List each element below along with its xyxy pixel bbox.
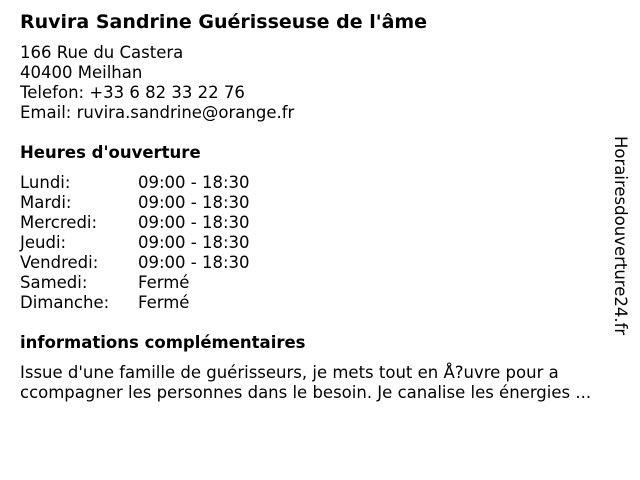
site-watermark — [612, 136, 634, 346]
time-value: 09:00 - 18:30 — [138, 253, 250, 272]
day-label: Mercredi: — [20, 213, 98, 232]
address-street: 166 Rue du Castera — [20, 43, 184, 62]
day-label: Samedi: — [20, 273, 88, 292]
business-card — [20, 10, 610, 403]
hours-row-monday — [20, 173, 610, 193]
hours-row-friday — [20, 253, 610, 273]
phone-number: Telefon: +33 6 82 33 22 76 — [20, 83, 245, 102]
description-line: Issue d'une famille de guérisseurs, je mets tout en Å?uvre pour a — [20, 363, 559, 382]
opening-hours-table — [20, 173, 610, 313]
time-value: 09:00 - 18:30 — [138, 173, 250, 192]
day-label: Vendredi: — [20, 253, 99, 272]
day-label: Lundi: — [20, 173, 71, 192]
hours-row-thursday — [20, 233, 610, 253]
time-value: 09:00 - 18:30 — [138, 233, 250, 252]
hours-row-tuesday — [20, 193, 610, 213]
hours-row-saturday — [20, 273, 610, 293]
address-city: 40400 Meilhan — [20, 63, 143, 82]
time-value: Fermé — [138, 293, 190, 312]
day-label: Mardi: — [20, 193, 72, 212]
opening-hours-heading: Heures d'ouverture — [20, 143, 201, 162]
time-value: 09:00 - 18:30 — [138, 213, 250, 232]
hours-row-wednesday — [20, 213, 610, 233]
day-label: Dimanche: — [20, 293, 110, 312]
description-line: ccompagner les personnes dans le besoin. Je canalise les énergies ... — [20, 383, 592, 402]
email-address: Email: ruvira.sandrine@orange.fr — [20, 103, 295, 122]
hours-row-sunday — [20, 293, 610, 313]
time-value: Fermé — [138, 273, 190, 292]
day-label: Jeudi: — [20, 233, 67, 252]
additional-info-heading: informations complémentaires — [20, 333, 306, 352]
time-value: 09:00 - 18:30 — [138, 193, 250, 212]
watermark-text: Horairesdouverture24.fr — [611, 136, 630, 336]
business-name: Ruvira Sandrine Guérisseuse de l'âme — [20, 11, 428, 33]
additional-info-text — [20, 363, 630, 403]
